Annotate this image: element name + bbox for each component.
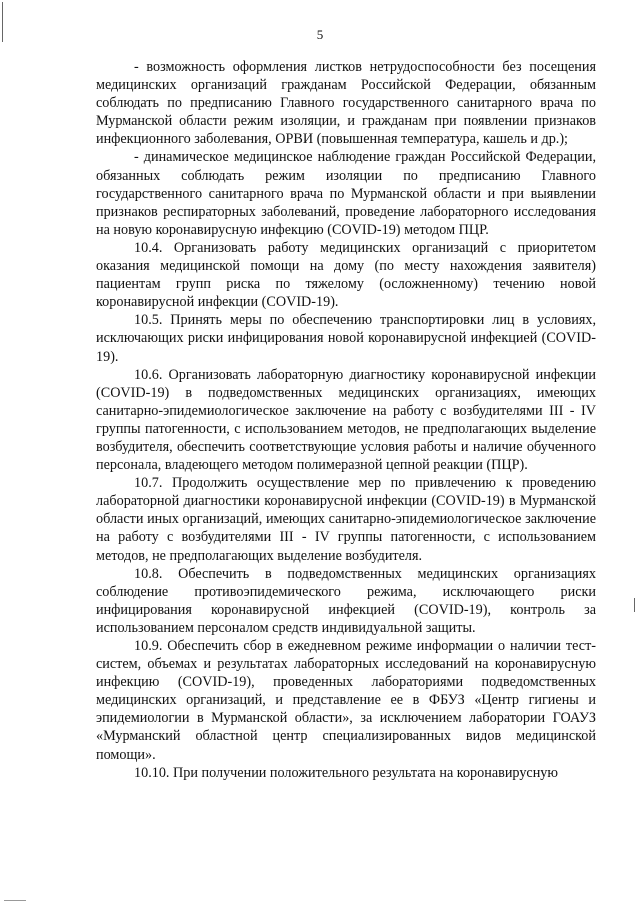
paragraph-sick-leave: - возможность оформления листков нетрудоспособности без посещения медицинских организаций гражданам Российской Федерации, обязанным соблюдать по предписанию Главного государственного санитарного врача по Мурманской области режим изоляции, и гражданам при появлении признаков инфекционного заболевания, ОРВИ (повышенная температура, кашель и др.);	[96, 59, 596, 148]
paragraph-10-5: 10.5. Принять меры по обеспечению транспортировки лиц в условиях, исключающих риски инфицирования новой коронавирусной инфекцией (COVID-19).	[96, 312, 596, 365]
page-number: 5	[316, 27, 324, 42]
paragraph-10-7: 10.7. Продолжить осуществление мер по привлечению к проведению лабораторной диагностики коронавирусной инфекции (COVID-19) в Мурманской области иных организаций, имеющих санитарно-эпидемиологическое заключение на работу с возбудителями III - IV группы патогенности, с использованием методов, не предполагающих выделение возбудителя.	[96, 475, 596, 564]
scan-artifact-left	[2, 2, 3, 42]
paragraph-10-4: 10.4. Организовать работу медицинских организаций с приоритетом оказания медицинской помощи на дому (по месту нахождения заявителя) пациентам групп риска по тяжелому (осложненному) течению новой коронавирусной инфекции (COVID-19).	[96, 239, 596, 311]
scan-artifact-right	[634, 598, 635, 612]
paragraph-10-10: 10.10. При получении положительного результата на коронавирусную	[134, 764, 559, 781]
document-body	[96, 58, 596, 782]
paragraph-10-6: 10.6. Организовать лабораторную диагностику коронавирусной инфекции (COVID-19) в подведомственных медицинских организациях, имеющих санитарно-эпидемиологическое заключение на работу с возбудителями III - IV группы патогенности, с использованием методов, не предполагающих выделение возбудителя, обеспечить соответствующие условия работы и наличие обученного персонала, владеющего методом полимеразной цепной реакции (ПЦР).	[96, 366, 596, 474]
paragraph-10-8: 10.8. Обеспечить в подведомственных медицинских организациях соблюдение противоэпидемического режима, исключающего риски инфицирования коронавирусной инфекцией (COVID-19), контроль за использованием персоналом средств индивидуальной защиты.	[96, 565, 596, 636]
scan-artifact-bottom-left	[4, 900, 26, 901]
paragraph-10-9: 10.9. Обеспечить сбор в ежедневном режиме информации о наличии тест-систем, объемах и результатах лабораторных исследований на коронавирусную инфекцию (COVID-19), проведенных лабораториями подведомственных медицинских организаций, и представление ее в ФБУЗ «Центр гигиены и эпидемиологии в Мурманской области», за исключением лаборатории ГОАУЗ «Мурманский областной центр специализированных видов медицинской помощи».	[96, 638, 596, 763]
paragraph-medical-observation: - динамическое медицинское наблюдение граждан Российской Федерации, обязанных соблюдать режим изоляции по предписанию Главного государственного санитарного врача по Мурманской области и при выявлении признаков респираторных заболеваний, проведение лабораторного исследования на новую коронавирусную инфекцию (COVID-19) методом ПЦР.	[96, 149, 596, 238]
